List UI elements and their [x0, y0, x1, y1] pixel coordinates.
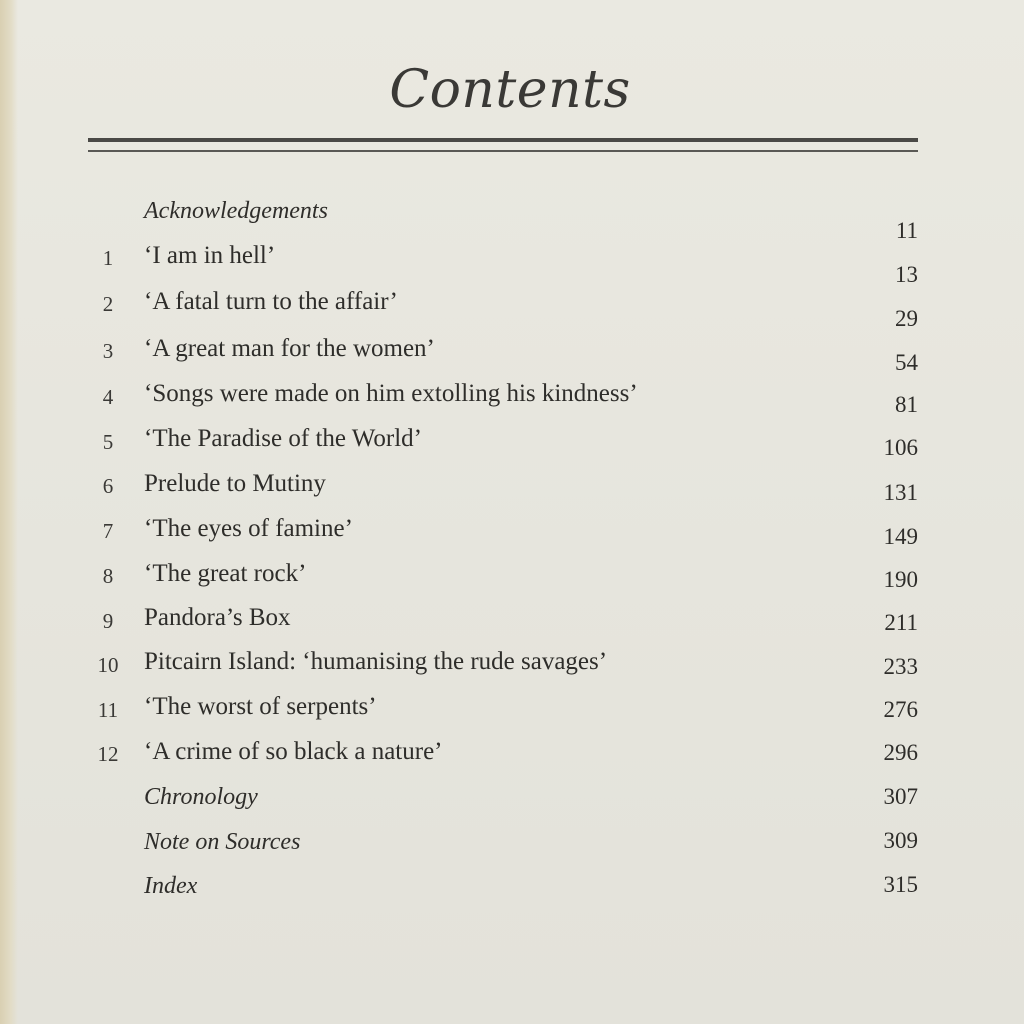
toc-entry-number: 5	[102, 430, 114, 454]
toc-entry-page: 149	[883, 524, 918, 549]
toc-entry-title: ‘A fatal turn to the affair’	[144, 288, 398, 315]
toc-entry-page: 296	[883, 740, 918, 765]
toc-entry-page: 29	[895, 306, 918, 331]
toc-entry-page: 307	[883, 784, 918, 809]
toc-entry-page: 11	[895, 218, 918, 243]
toc-entry-page: 309	[883, 828, 918, 853]
toc-entry-title: ‘A great man for the women’	[144, 335, 435, 362]
toc-entry-number: 1	[102, 246, 114, 270]
toc-entry-title: ‘The eyes of famine’	[144, 515, 353, 542]
toc-entry-title: ‘The great rock’	[144, 560, 307, 587]
toc-entry-page: 131	[883, 480, 918, 505]
toc-entry-title: Prelude to Mutiny	[144, 470, 326, 497]
toc-entry-title: Acknowledgements	[144, 198, 328, 224]
toc-entry-number: 9	[102, 609, 114, 633]
toc-entry-title: ‘The Paradise of the World’	[144, 425, 422, 452]
toc-entry-page: 190	[883, 567, 918, 592]
toc-entry-page: 211	[884, 610, 918, 635]
toc-entry-title: Chronology	[144, 784, 258, 810]
toc-entry-title: ‘Songs were made on him extolling his kindness’	[144, 380, 638, 407]
toc-entry-title: Pitcairn Island: ‘humanising the rude savages’	[144, 648, 608, 675]
toc-entry-title: Pandora’s Box	[144, 604, 291, 631]
toc-entry-number: 7	[102, 519, 114, 543]
toc-entry-number: 6	[102, 474, 114, 498]
toc-entry-title: Index	[144, 873, 198, 899]
toc-entry-number: 11	[97, 698, 119, 722]
toc-entry-page: 106	[883, 435, 918, 460]
toc-entry-title: ‘I am in hell’	[144, 242, 276, 269]
toc-entry-number: 8	[102, 564, 114, 588]
toc-entry-title: ‘The worst of serpents’	[144, 693, 377, 720]
toc-entry-title: Note on Sources	[144, 829, 301, 855]
toc-entry-title: ‘A crime of so black a nature’	[144, 738, 443, 765]
toc-entry-number: 4	[102, 385, 114, 409]
toc-entry-number: 2	[102, 292, 114, 316]
page-title: Contents	[389, 60, 631, 120]
toc-entry-number: 3	[102, 339, 114, 363]
toc-entry-number: 12	[97, 742, 119, 766]
toc-entry-page: 315	[883, 872, 918, 897]
toc-entry-page: 54	[895, 350, 918, 375]
toc-entry-page: 81	[895, 392, 918, 417]
toc-entry-number: 10	[97, 653, 119, 677]
toc-entry-page: 233	[883, 654, 918, 679]
toc-entry-page: 13	[895, 262, 918, 287]
toc-entry-page: 276	[883, 697, 918, 722]
